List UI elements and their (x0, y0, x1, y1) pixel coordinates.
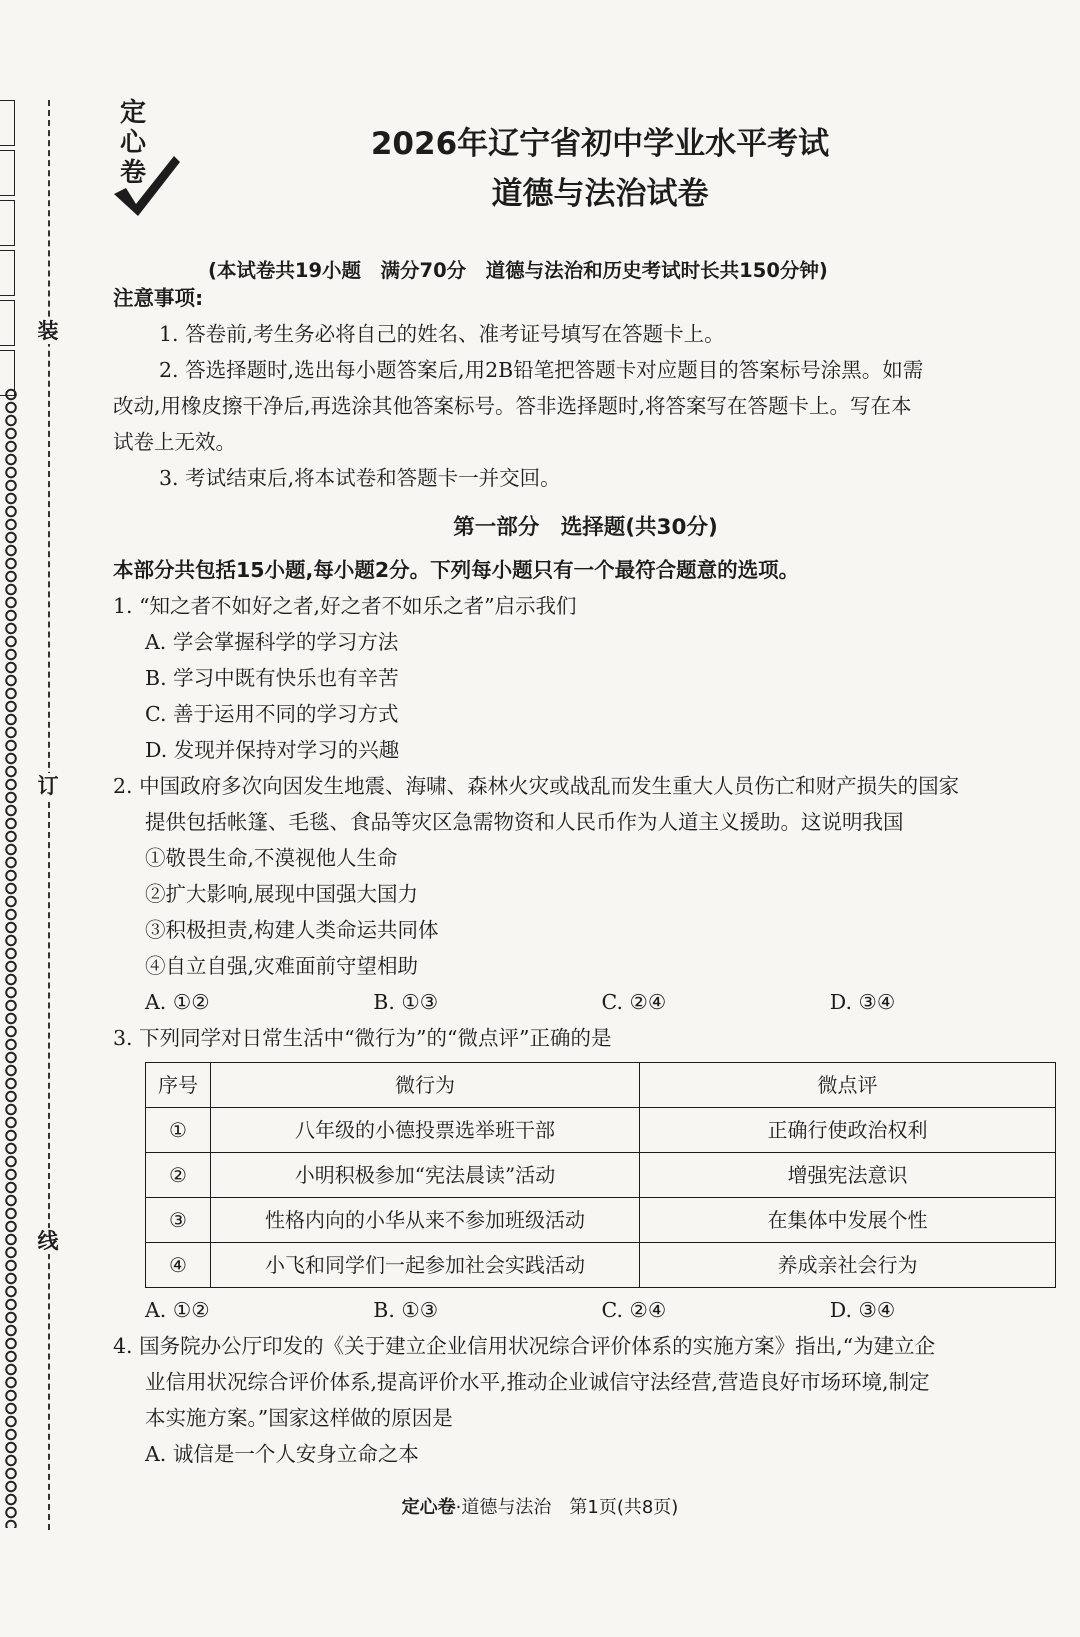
choice-row (113, 1292, 1058, 1328)
table-cell: ② (146, 1153, 211, 1198)
note-item: 1. 答卷前,考生务必将自己的姓名、准考证号填写在答题卡上。 (159, 322, 725, 346)
table-cell: 小明积极参加“宪法晨读”活动 (211, 1153, 640, 1198)
option-b: B. 学习中既有快乐也有辛苦 (145, 666, 399, 690)
table-cell: ④ (146, 1243, 211, 1288)
question-stem-cont: 本实施方案。”国家这样做的原因是 (145, 1406, 453, 1430)
notes-heading: 注意事项: (113, 286, 204, 310)
choice-c: C. ②④ (601, 1298, 667, 1322)
table-header: 序号 (146, 1063, 211, 1108)
choice-d: D. ③④ (829, 1298, 896, 1322)
note-item: 2. 答选择题时,选出每小题答案后,用2B铅笔把答题卡对应题目的答案标号涂黑。如需 (159, 358, 924, 382)
question-3 (113, 1020, 1058, 1328)
choice-row (113, 984, 1058, 1020)
exam-body (113, 280, 1058, 1472)
binding-char-ding: 订 (37, 774, 59, 798)
question-stem-cont: 提供包括帐篷、毛毯、食品等灾区急需物资和人民币作为人道主义援助。这说明我国 (145, 810, 904, 834)
question-stem: 1. “知之者不如好之者,好之者不如乐之者”启示我们 (113, 594, 577, 618)
binding-char-xian: 线 (37, 1229, 59, 1253)
statement-item: ④自立自强,灾难面前守望相助 (145, 954, 419, 978)
binding-box (0, 150, 15, 196)
option-c: C. 善于运用不同的学习方式 (145, 702, 399, 726)
binding-box (0, 100, 15, 146)
table-cell: 养成亲社会行为 (640, 1243, 1056, 1288)
logo-text: 定 心 卷 (119, 98, 146, 188)
table-row (146, 1198, 1056, 1243)
section-title: 第一部分 选择题(共30分) (453, 515, 718, 540)
choice-b: B. ①③ (373, 990, 439, 1014)
note-item: 试卷上无效。 (113, 430, 236, 454)
choice-a: A. ①② (145, 1298, 210, 1322)
binding-chain-pattern (2, 388, 20, 1528)
binding-dashed-line (48, 100, 50, 1530)
statement-item: ①敬畏生命,不漠视他人生命 (145, 846, 398, 870)
option-a: A. 学会掌握科学的学习方法 (145, 630, 399, 654)
choice-a: A. ①② (145, 990, 210, 1014)
table-cell: ③ (146, 1198, 211, 1243)
table-row (146, 1153, 1056, 1198)
table-row (146, 1108, 1056, 1153)
table-cell: 小飞和同学们一起参加社会实践活动 (211, 1243, 640, 1288)
note-item: 改动,用橡皮擦干净后,再选涂其他答案标号。答非选择题时,将答案写在答题卡上。写在本 (113, 394, 912, 418)
table-row (146, 1243, 1056, 1288)
question-stem-cont: 业信用状况综合评价体系,提高评价水平,推动企业诚信守法经营,营造良好市场环境,制定 (145, 1370, 930, 1394)
option-a: A. 诚信是一个人安身立命之本 (145, 1442, 419, 1466)
table-cell: 在集体中发展个性 (640, 1198, 1056, 1243)
binding-box (0, 200, 15, 246)
table-header: 微点评 (640, 1063, 1056, 1108)
binding-boxes (0, 100, 16, 400)
table-cell: ① (146, 1108, 211, 1153)
question-1 (113, 588, 1058, 768)
check-mark-icon (112, 148, 182, 218)
statement-item: ②扩大影响,展现中国强大国力 (145, 882, 419, 906)
table-cell: 性格内向的小华从来不参加班级活动 (211, 1198, 640, 1243)
page-footer (0, 1493, 1080, 1519)
choice-d: D. ③④ (829, 990, 896, 1014)
question-4 (113, 1328, 1058, 1472)
table-header-row (146, 1063, 1056, 1108)
table-cell: 正确行使政治权利 (640, 1108, 1056, 1153)
question-stem: 4. 国务院办公厅印发的《关于建立企业信用状况综合评价体系的实施方案》指出,“为建立企 (113, 1334, 936, 1358)
binding-char-zhuang: 装 (37, 319, 59, 343)
table-header: 微行为 (211, 1063, 640, 1108)
question-stem: 3. 下列同学对日常生活中“微行为”的“微点评”正确的是 (113, 1026, 612, 1050)
choice-b: B. ①③ (373, 1298, 439, 1322)
exam-title: 2026年辽宁省初中学业水平考试 (370, 126, 830, 162)
footer-text: ·道德与法治 第1页(共8页) (455, 1497, 679, 1518)
dingxinjuan-logo (112, 98, 192, 228)
note-item: 3. 考试结束后,将本试卷和答题卡一并交回。 (159, 466, 561, 490)
question-stem: 2. 中国政府多次向因发生地震、海啸、森林火灾或战乱而发生重大人员伤亡和财产损失的国家 (113, 774, 960, 798)
table-cell: 增强宪法意识 (640, 1153, 1056, 1198)
exam-subtitle: 道德与法治试卷 (491, 176, 709, 212)
behavior-table (145, 1062, 1056, 1288)
binding-box (0, 300, 15, 346)
statement-item: ③积极担责,构建人类命运共同体 (145, 918, 439, 942)
footer-brand: 定心卷 (401, 1497, 456, 1518)
binding-box (0, 250, 15, 296)
section-instruction: 本部分共包括15小题,每小题2分。下列每小题只有一个最符合题意的选项。 (113, 558, 800, 582)
exam-info: (本试卷共19小题 满分70分 道德与法治和历史考试时长共150分钟) (208, 259, 828, 282)
question-2 (113, 768, 1058, 1020)
option-d: D. 发现并保持对学习的兴趣 (145, 738, 400, 762)
table-cell: 八年级的小德投票选举班干部 (211, 1108, 640, 1153)
choice-c: C. ②④ (601, 990, 667, 1014)
